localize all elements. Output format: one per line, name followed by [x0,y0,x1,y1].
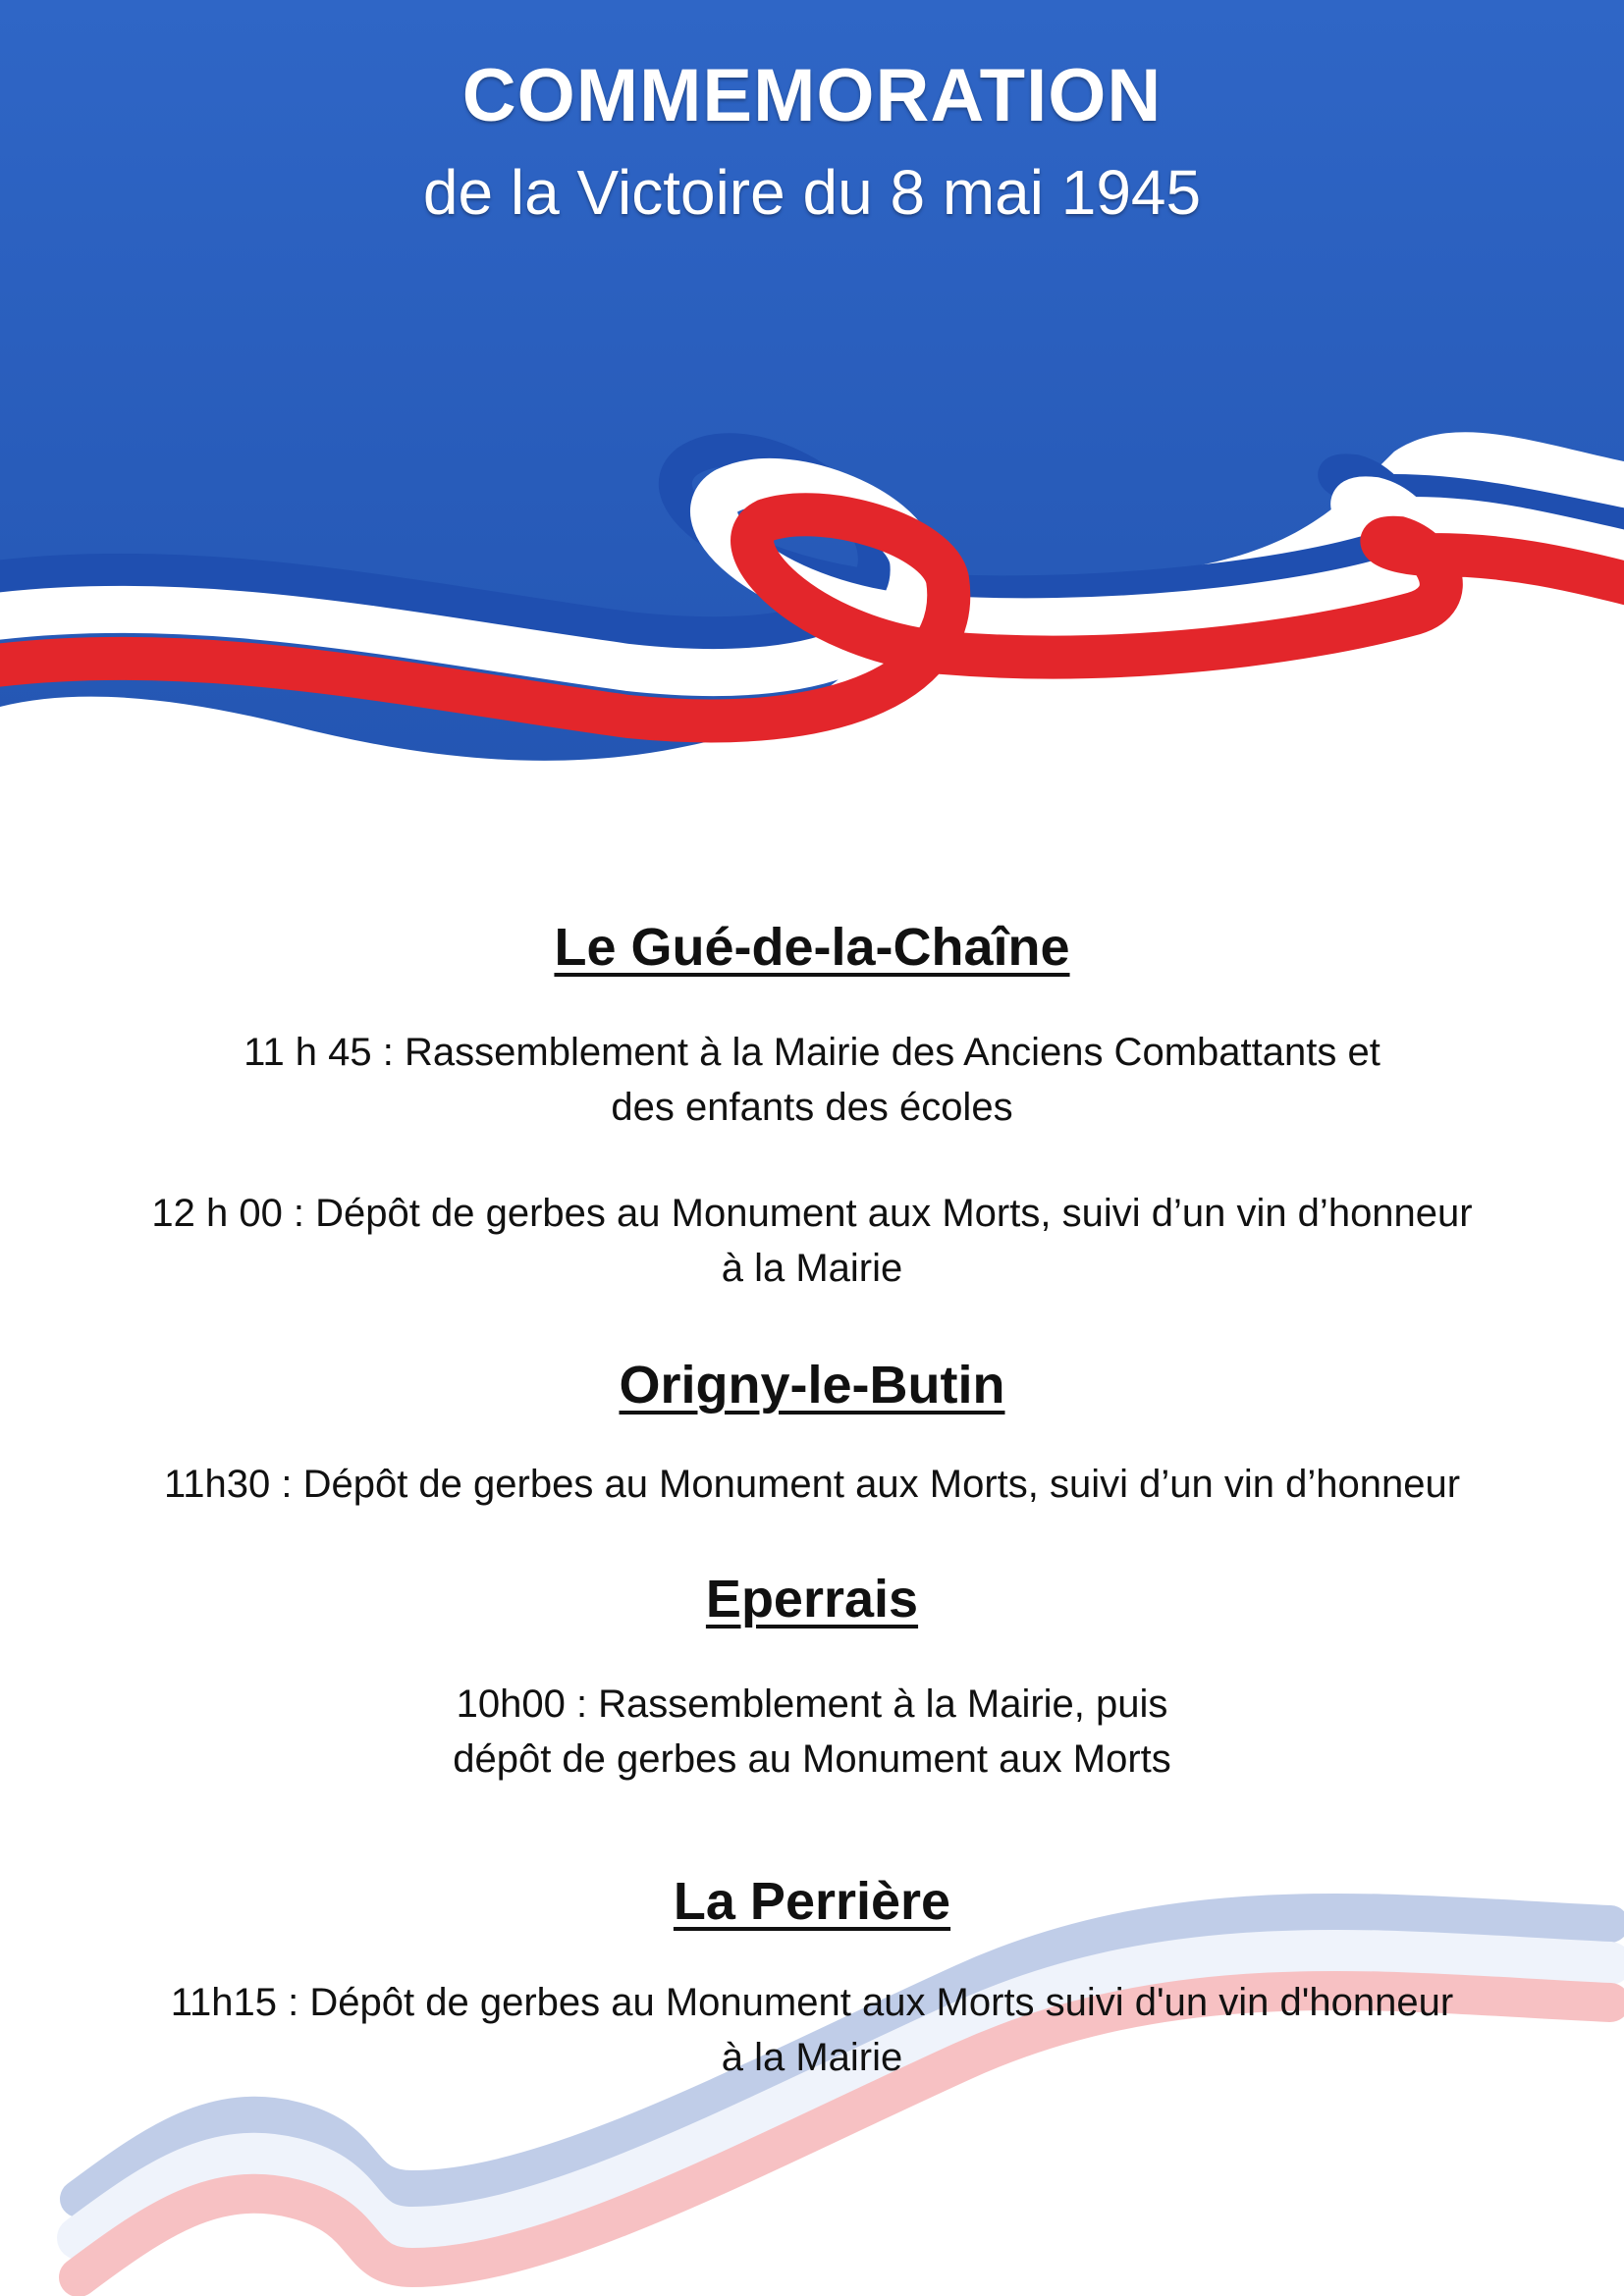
town-heading: Le Gué-de-la-Chaîne [554,918,1070,977]
section-le-gue-de-la-chaine [0,903,1624,1296]
event [0,1457,1624,1512]
town-heading: Origny-le-Butin [619,1356,1005,1415]
event-line: à la Mairie [721,1247,903,1290]
event-line: 11h15 : Dépôt de gerbes au Monument aux Morts suivi d'un vin d'honneur [170,1981,1454,2024]
event-line: des enfants des écoles [611,1086,1013,1129]
event [0,1677,1624,1787]
page-title: COMMEMORATION [461,54,1163,137]
event-line: 12 h 00 : Dépôt de gerbes au Monument aux Morts, suivi d’un vin d’honneur [151,1192,1473,1235]
header [0,47,1624,240]
section-eperrais [0,1555,1624,1787]
event-line: 10h00 : Rassemblement à la Mairie, puis [456,1682,1168,1726]
event [0,1025,1624,1135]
event-line: dépôt de gerbes au Monument aux Morts [453,1737,1171,1781]
town-heading: La Perrière [673,1872,951,1931]
town-heading: Eperrais [705,1570,919,1629]
event-line: à la Mairie [721,2036,903,2079]
event [0,1186,1624,1296]
event-line: 11h30 : Dépôt de gerbes au Monument aux Morts, suivi d’un vin d’honneur [163,1463,1461,1506]
page-subtitle: de la Victoire du 8 mai 1945 [422,157,1202,228]
section-la-perriere [0,1857,1624,2085]
event-line: 11 h 45 : Rassemblement à la Mairie des Anciens Combattants et [244,1031,1380,1074]
schedule [0,903,1624,2085]
section-origny-le-butin [0,1341,1624,1512]
event [0,1975,1624,2085]
